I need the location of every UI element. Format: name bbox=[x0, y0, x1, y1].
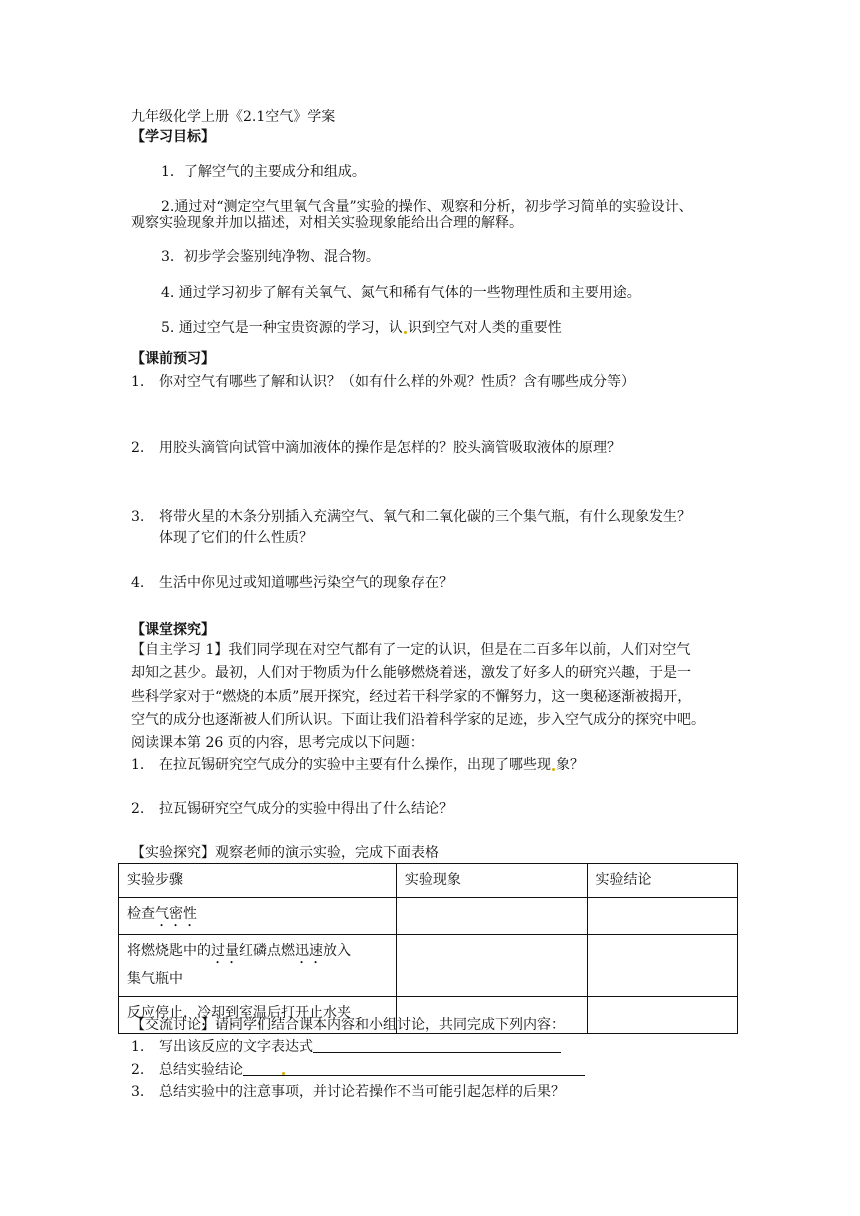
question-text-b: 象？ bbox=[556, 757, 584, 773]
discussion-item-2 bbox=[131, 1060, 585, 1080]
question-num: 2. bbox=[131, 801, 145, 817]
step-text: 放入 bbox=[323, 943, 351, 959]
question-1 bbox=[131, 755, 584, 775]
goal-2-cont: 观察实验现象并加以描述，对相关实验现象能给出合理的解释。 bbox=[131, 215, 523, 231]
goal-4: 4. 通过学习初步了解有关氧气、氮气和稀有气体的一些物理性质和主要用途。 bbox=[161, 285, 641, 301]
self-study-line-3: 些科学家对于“燃烧的本质”展开探究，经过若干科学家的不懈努力，这一奥秘逐渐被揭开， bbox=[131, 689, 692, 705]
header-phenomenon: 实验现象 bbox=[396, 864, 587, 898]
experiment-table bbox=[118, 863, 738, 1034]
step-text: 反应停止， bbox=[127, 1005, 197, 1021]
yellow-dot-mark bbox=[404, 331, 407, 334]
header-conclusion: 实验结论 bbox=[587, 864, 738, 898]
discussion-item-3 bbox=[131, 1082, 565, 1102]
preview-item-3-cont: 体现了它们的什么性质？ bbox=[159, 530, 313, 546]
table-row bbox=[119, 935, 738, 997]
preview-num: 4. bbox=[131, 575, 145, 591]
phenomenon-cell[interactable] bbox=[396, 935, 587, 997]
step-text-emphasis: 过量 bbox=[211, 943, 239, 959]
self-study-line-4: 空气的成分也逐渐被人们所认识。下面让我们沿着科学家的足迹，步入空气成分的探究中吧。 bbox=[131, 712, 705, 728]
preview-text: 将带火星的木条分别插入充满空气、氧气和二氧化碳的三个集气瓶，有什么现象发生？ bbox=[159, 509, 691, 525]
discussion-text: 总结实验结论 bbox=[159, 1062, 243, 1078]
step-text: 将燃烧匙中的 bbox=[127, 943, 211, 959]
preview-header: 【课前预习】 bbox=[131, 351, 215, 367]
preview-text: 生活中你见过或知道哪些污染空气的现象存在？ bbox=[159, 575, 453, 591]
phenomenon-cell[interactable] bbox=[396, 898, 587, 935]
step-cell bbox=[119, 898, 397, 935]
step-text: 后打开止水夹 bbox=[267, 1005, 351, 1021]
goal-2: 2.通过对“测定空气里氧气含量”实验的操作、观察和分析，初步学习简单的实验设计、 bbox=[161, 199, 693, 215]
answer-blank-line[interactable] bbox=[313, 1037, 561, 1053]
step-text-emphasis: 迅速 bbox=[295, 943, 323, 959]
preview-num: 3. bbox=[131, 509, 145, 525]
preview-item-2 bbox=[131, 438, 621, 458]
header-step: 实验步骤 bbox=[119, 864, 397, 898]
conclusion-cell[interactable] bbox=[587, 935, 738, 997]
self-study-line-5: 阅读课本第 26 页的内容，思考完成以下问题： bbox=[131, 735, 424, 751]
conclusion-cell[interactable] bbox=[587, 997, 738, 1034]
preview-item-4 bbox=[131, 573, 453, 593]
discussion-intro: 【交流讨论】请同学们结合课本内容和小组讨论，共同完成下列内容： bbox=[131, 1017, 565, 1033]
step-text-emphasis: 气密性 bbox=[155, 906, 197, 922]
discussion-num: 3. bbox=[131, 1084, 145, 1100]
question-2 bbox=[131, 799, 453, 819]
experiment-intro: 【实验探究】观察老师的演示实验，完成下面表格 bbox=[131, 845, 439, 861]
step-text: 检查 bbox=[127, 906, 155, 922]
question-text-a: 在拉瓦锡研究空气成分的实验中主要有什么操作，出现了哪些现 bbox=[159, 757, 551, 773]
step-cell bbox=[119, 935, 397, 997]
preview-item-3 bbox=[131, 507, 691, 527]
discussion-num: 1. bbox=[131, 1039, 145, 1055]
question-text: 拉瓦锡研究空气成分的实验中得出了什么结论？ bbox=[159, 801, 453, 817]
goal-5-part-b: 识到空气对人类的重要性 bbox=[407, 320, 562, 336]
goal-3: 3．初步学会鉴别纯净物、混合物。 bbox=[161, 249, 380, 265]
preview-text: 你对空气有哪些了解和认识？（如有什么样的外观？性质？含有哪些成分等） bbox=[159, 374, 635, 390]
self-study-line-1: 【自主学习 1】我们同学现在对空气都有了一定的认识，但是在二百多年以前，人们对空气 bbox=[131, 642, 691, 658]
preview-num: 1. bbox=[131, 374, 145, 390]
step-text-emphasis: 冷却到室温 bbox=[197, 1005, 267, 1021]
yellow-dot-mark bbox=[552, 768, 555, 771]
discussion-text: 写出该反应的文字表达式 bbox=[159, 1039, 313, 1055]
preview-text: 用胶头滴管向试管中滴加液体的操作是怎样的？胶头滴管吸取液体的原理？ bbox=[159, 440, 621, 456]
goals-header: 【学习目标】 bbox=[131, 129, 215, 145]
goal-5 bbox=[161, 318, 562, 338]
self-study-line-2: 却知之甚少。最初，人们对于物质为什么能够燃烧着迷，激发了好多人的研究兴趣，于是一 bbox=[131, 665, 691, 681]
step-text: 红磷点燃 bbox=[239, 943, 295, 959]
answer-blank-line[interactable] bbox=[243, 1060, 585, 1076]
preview-item-1 bbox=[131, 372, 635, 392]
class-header: 【课堂探究】 bbox=[131, 622, 215, 638]
goal-1: 1．了解空气的主要成分和组成。 bbox=[161, 164, 366, 180]
discussion-item-1 bbox=[131, 1037, 561, 1057]
table-header-row bbox=[119, 864, 738, 898]
question-num: 1. bbox=[131, 757, 145, 773]
preview-num: 2. bbox=[131, 440, 145, 456]
step-text: 集气瓶中 bbox=[127, 971, 183, 987]
conclusion-cell[interactable] bbox=[587, 898, 738, 935]
goal-5-part-a: 5. 通过空气是一种宝贵资源的学习，认 bbox=[161, 320, 403, 336]
discussion-num: 2. bbox=[131, 1062, 145, 1078]
doc-title: 九年级化学上册《2.1空气》学案 bbox=[131, 109, 336, 125]
table-row bbox=[119, 898, 738, 935]
yellow-dot-mark bbox=[282, 1072, 285, 1075]
discussion-text: 总结实验中的注意事项，并讨论若操作不当可能引起怎样的后果？ bbox=[159, 1084, 565, 1100]
